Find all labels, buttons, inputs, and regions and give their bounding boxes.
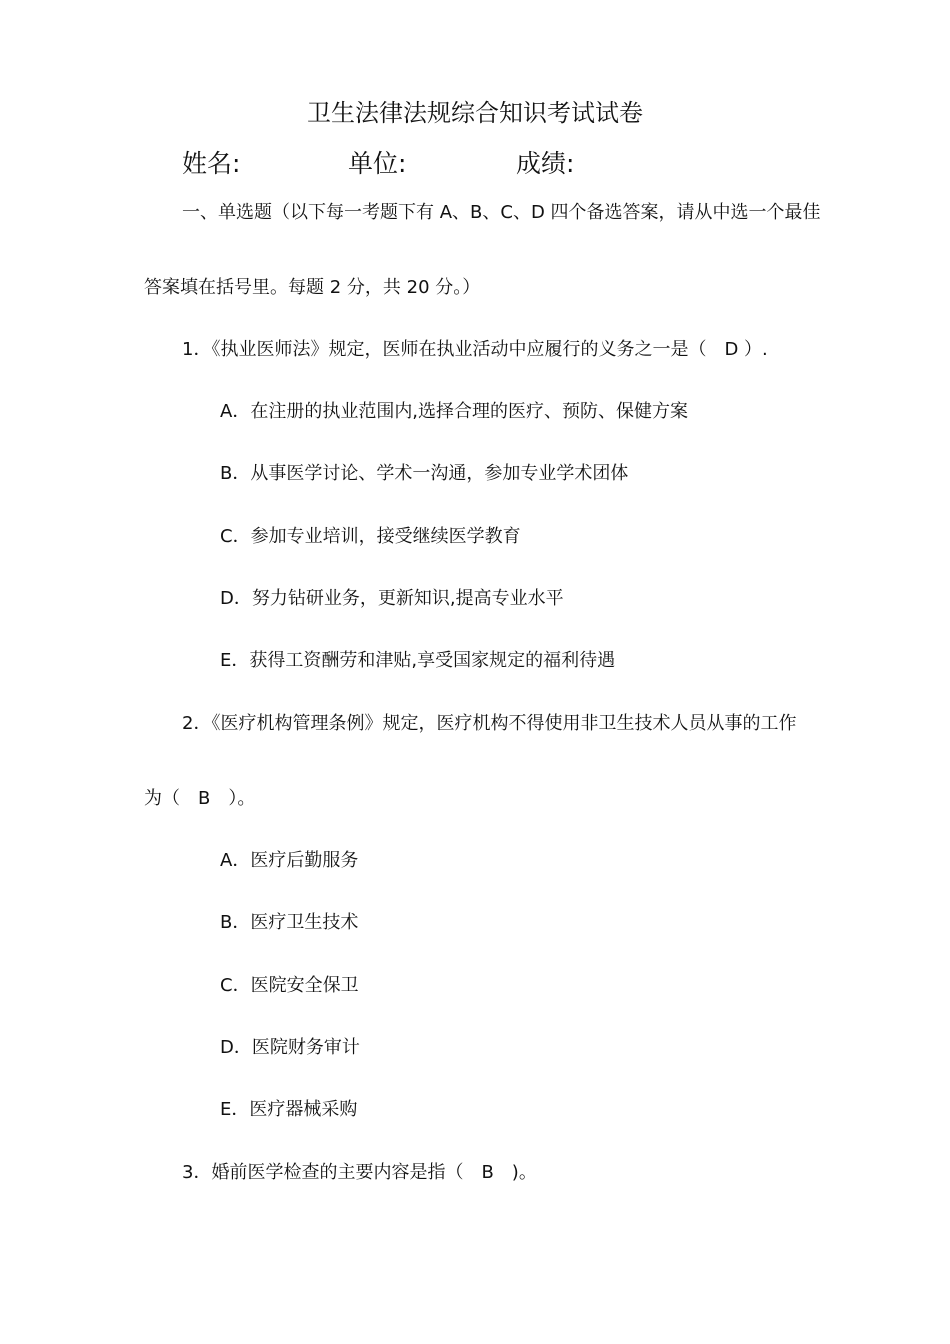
exam-title: 卫生法律法规综合知识考试试卷 xyxy=(307,99,643,127)
score-label: 成绩: xyxy=(516,149,575,178)
question-3-stem: 3．婚前医学检查的主要内容是指（ B )。 xyxy=(182,1162,537,1183)
question-2-option-c: C．医院安全保卫 xyxy=(220,975,359,996)
question-2-option-a: A．医疗后勤服务 xyxy=(220,850,359,871)
unit-label: 单位: xyxy=(348,149,407,178)
question-1-stem: 1．《执业医师法》规定，医师在执业活动中应履行的义务之一是（ D ）. xyxy=(182,339,768,360)
question-2-option-e: E．医疗器械采购 xyxy=(220,1099,358,1120)
question-1-option-a: A．在注册的执业范围内,选择合理的医疗、预防、保健方案 xyxy=(220,401,689,422)
question-1-option-b: B．从事医学讨论、学术一沟通，参加专业学术团体 xyxy=(220,463,629,484)
question-2-option-b: B．医疗卫生技术 xyxy=(220,912,359,933)
question-1-option-d: D．努力钻研业务，更新知识,提高专业水平 xyxy=(220,588,564,609)
name-label: 姓名: xyxy=(182,149,241,178)
question-1-option-c: C．参加专业培训，接受继续医学教育 xyxy=(220,526,521,547)
section-intro-line1: 一、单选题（以下每一考题下有 A、B、C、D 四个备选答案，请从中选一个最佳 xyxy=(182,202,821,223)
exam-header-fields xyxy=(0,146,950,182)
section-intro-line2: 答案填在括号里。每题 2 分，共 20 分。） xyxy=(144,277,481,298)
question-2-stem-line2: 为（ B ）。 xyxy=(144,788,256,809)
question-1-option-e: E．获得工资酬劳和津贴,享受国家规定的福利待遇 xyxy=(220,650,616,671)
question-2-stem-line1: 2．《医疗机构管理条例》规定，医疗机构不得使用非卫生技术人员从事的工作 xyxy=(182,713,797,734)
question-2-option-d: D．医院财务审计 xyxy=(220,1037,360,1058)
